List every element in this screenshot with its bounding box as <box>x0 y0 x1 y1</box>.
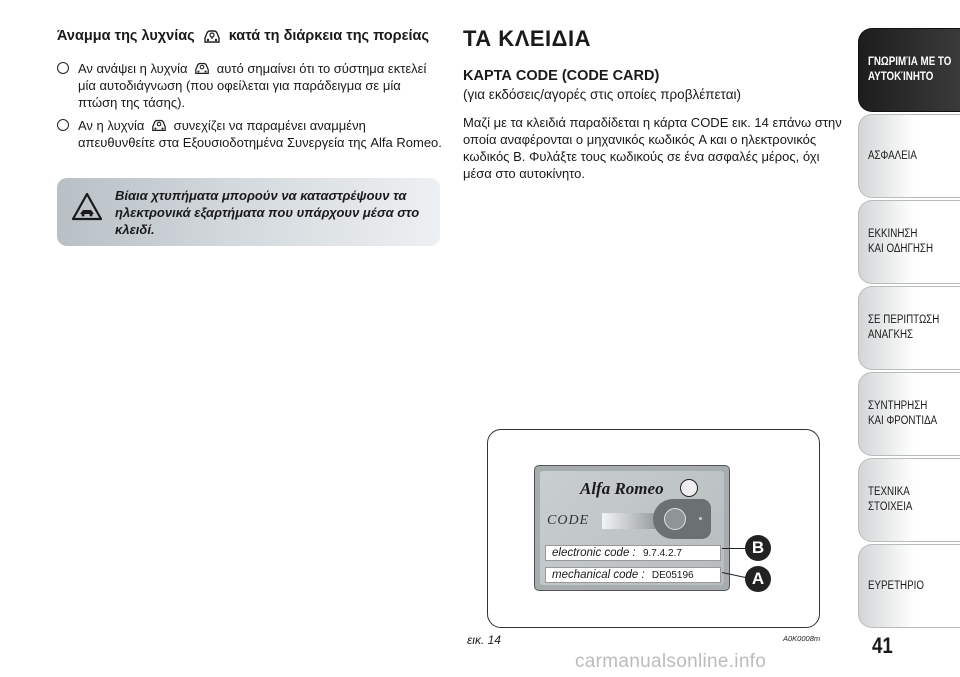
callout-leader-b <box>722 548 746 549</box>
mechanical-code-value: DE05196 <box>651 570 694 581</box>
section-heading-code-card: ΚΑΡΤΑ CODE (CODE CARD) <box>463 68 660 84</box>
mechanical-code-label: mechanical code : <box>552 569 645 581</box>
tab-index[interactable] <box>858 544 960 628</box>
bullet-circle-icon <box>57 62 69 74</box>
page-title: ΤΑ ΚΛΕΙΔΙΑ <box>463 26 591 51</box>
tab-maintenance-care[interactable] <box>858 372 960 456</box>
tab-label: ΕΚΚΙΝΗΣΗ ΚΑΙ ΟΔΗΓΗΣΗ <box>868 228 934 255</box>
key-led-icon <box>699 517 702 520</box>
bullet-list <box>57 60 442 151</box>
tab-starting-driving[interactable] <box>858 200 960 284</box>
tab-label: ΓΝΩΡΙΜΊΑ ΜΕ ΤΟ ΑΥΤΟΚΊΝΗΤΟ <box>868 56 952 83</box>
section-heading-lamp <box>57 26 442 46</box>
brand-badge-icon <box>680 479 698 497</box>
bullet-circle-icon <box>57 119 69 131</box>
code-card-face <box>540 471 724 585</box>
tab-label: ΑΣΦΑΛΕΙΑ <box>868 150 917 162</box>
electronic-code-label: electronic code : <box>552 547 636 559</box>
warning-text: Βίαια χτυπήματα μπορούν να καταστρέψουν τα ηλεκτρονικά εξαρτήματα που υπάρχουν μέσα στο κλειδί. <box>115 188 420 237</box>
body-paragraph: Μαζί με τα κλειδιά παραδίδεται η κάρτα CODE εικ. 14 επάνω στην οποία αναφέρονται ο μηχανικός κωδικός A και ο ηλεκτρονικός κωδικός B. Φυλάξτε τους κωδικούς σε ένα ασφαλές μέρος, όχι μέσα στο αυτοκίνητο. <box>463 115 842 181</box>
list-item <box>57 117 442 151</box>
car-key-warning-icon <box>150 117 168 133</box>
tab-label: ΕΥΡΕΤΗΡΙΟ <box>868 580 924 592</box>
code-card-illustration <box>534 465 730 591</box>
tab-emergency[interactable] <box>858 286 960 370</box>
heading-text-after: κατά τη διάρκεια της πορείας <box>228 28 430 44</box>
bullet-text: συνεχίζει να παραμένει αναμμένη απευθυνθείτε στα Εξουσιοδοτημένα Συνεργεία της Alfa Romeo. <box>78 118 442 150</box>
mechanical-code-strip <box>545 567 721 583</box>
bullet-text: Αν ανάψει η λυχνία <box>78 61 188 76</box>
list-item <box>57 60 442 111</box>
key-fob-icon <box>653 499 711 539</box>
warning-triangle-icon <box>71 192 103 222</box>
bullet-text: αυτό σημαίνει ότι το σύστημα εκτελεί μία αυτοδιάγνωση (που οφείλεται για παράδειγμα σε μία πτώση της τάσης). <box>78 61 427 110</box>
callout-a: A <box>745 566 771 592</box>
car-key-warning-icon <box>193 60 211 76</box>
bullet-text: Αν η λυχνία <box>78 118 145 133</box>
figure-caption: εικ. 14 <box>467 633 501 647</box>
left-column <box>57 26 442 157</box>
tab-label: ΣΥΝΤΗΡΗΣΗ ΚΑΙ ΦΡΟΝΤΙΔΑ <box>868 400 938 427</box>
watermark-text: carmanualsonline.info <box>575 651 767 672</box>
tab-safety[interactable] <box>858 114 960 198</box>
key-button-icon <box>664 508 686 530</box>
electronic-code-strip <box>545 545 721 561</box>
heading-text-before: Άναμμα της λυχνίας <box>57 28 195 44</box>
car-key-warning-icon <box>202 27 222 45</box>
tab-label: ΤΕΧΝΙΚΑ ΣΤΟΙΧΕΙΑ <box>868 486 913 513</box>
warning-box <box>57 178 440 246</box>
electronic-code-value: 9.7.4.2.7 <box>642 548 682 559</box>
callout-b: B <box>745 535 771 561</box>
tab-getting-to-know[interactable] <box>858 28 960 112</box>
page-number: 41 <box>872 633 893 658</box>
figure-reference-code: A0K0008m <box>783 634 821 643</box>
brand-logo-text: Alfa Romeo <box>580 479 664 498</box>
card-code-word: CODE <box>547 513 590 528</box>
section-note: (για εκδόσεις/αγορές στις οποίες προβλέπεται) <box>463 87 742 102</box>
tab-technical-data[interactable] <box>858 458 960 542</box>
tab-label: ΣΕ ΠΕΡΙΠΤΩΣΗ ΑΝΑΓΚΗΣ <box>868 314 940 341</box>
main-column <box>463 26 848 182</box>
